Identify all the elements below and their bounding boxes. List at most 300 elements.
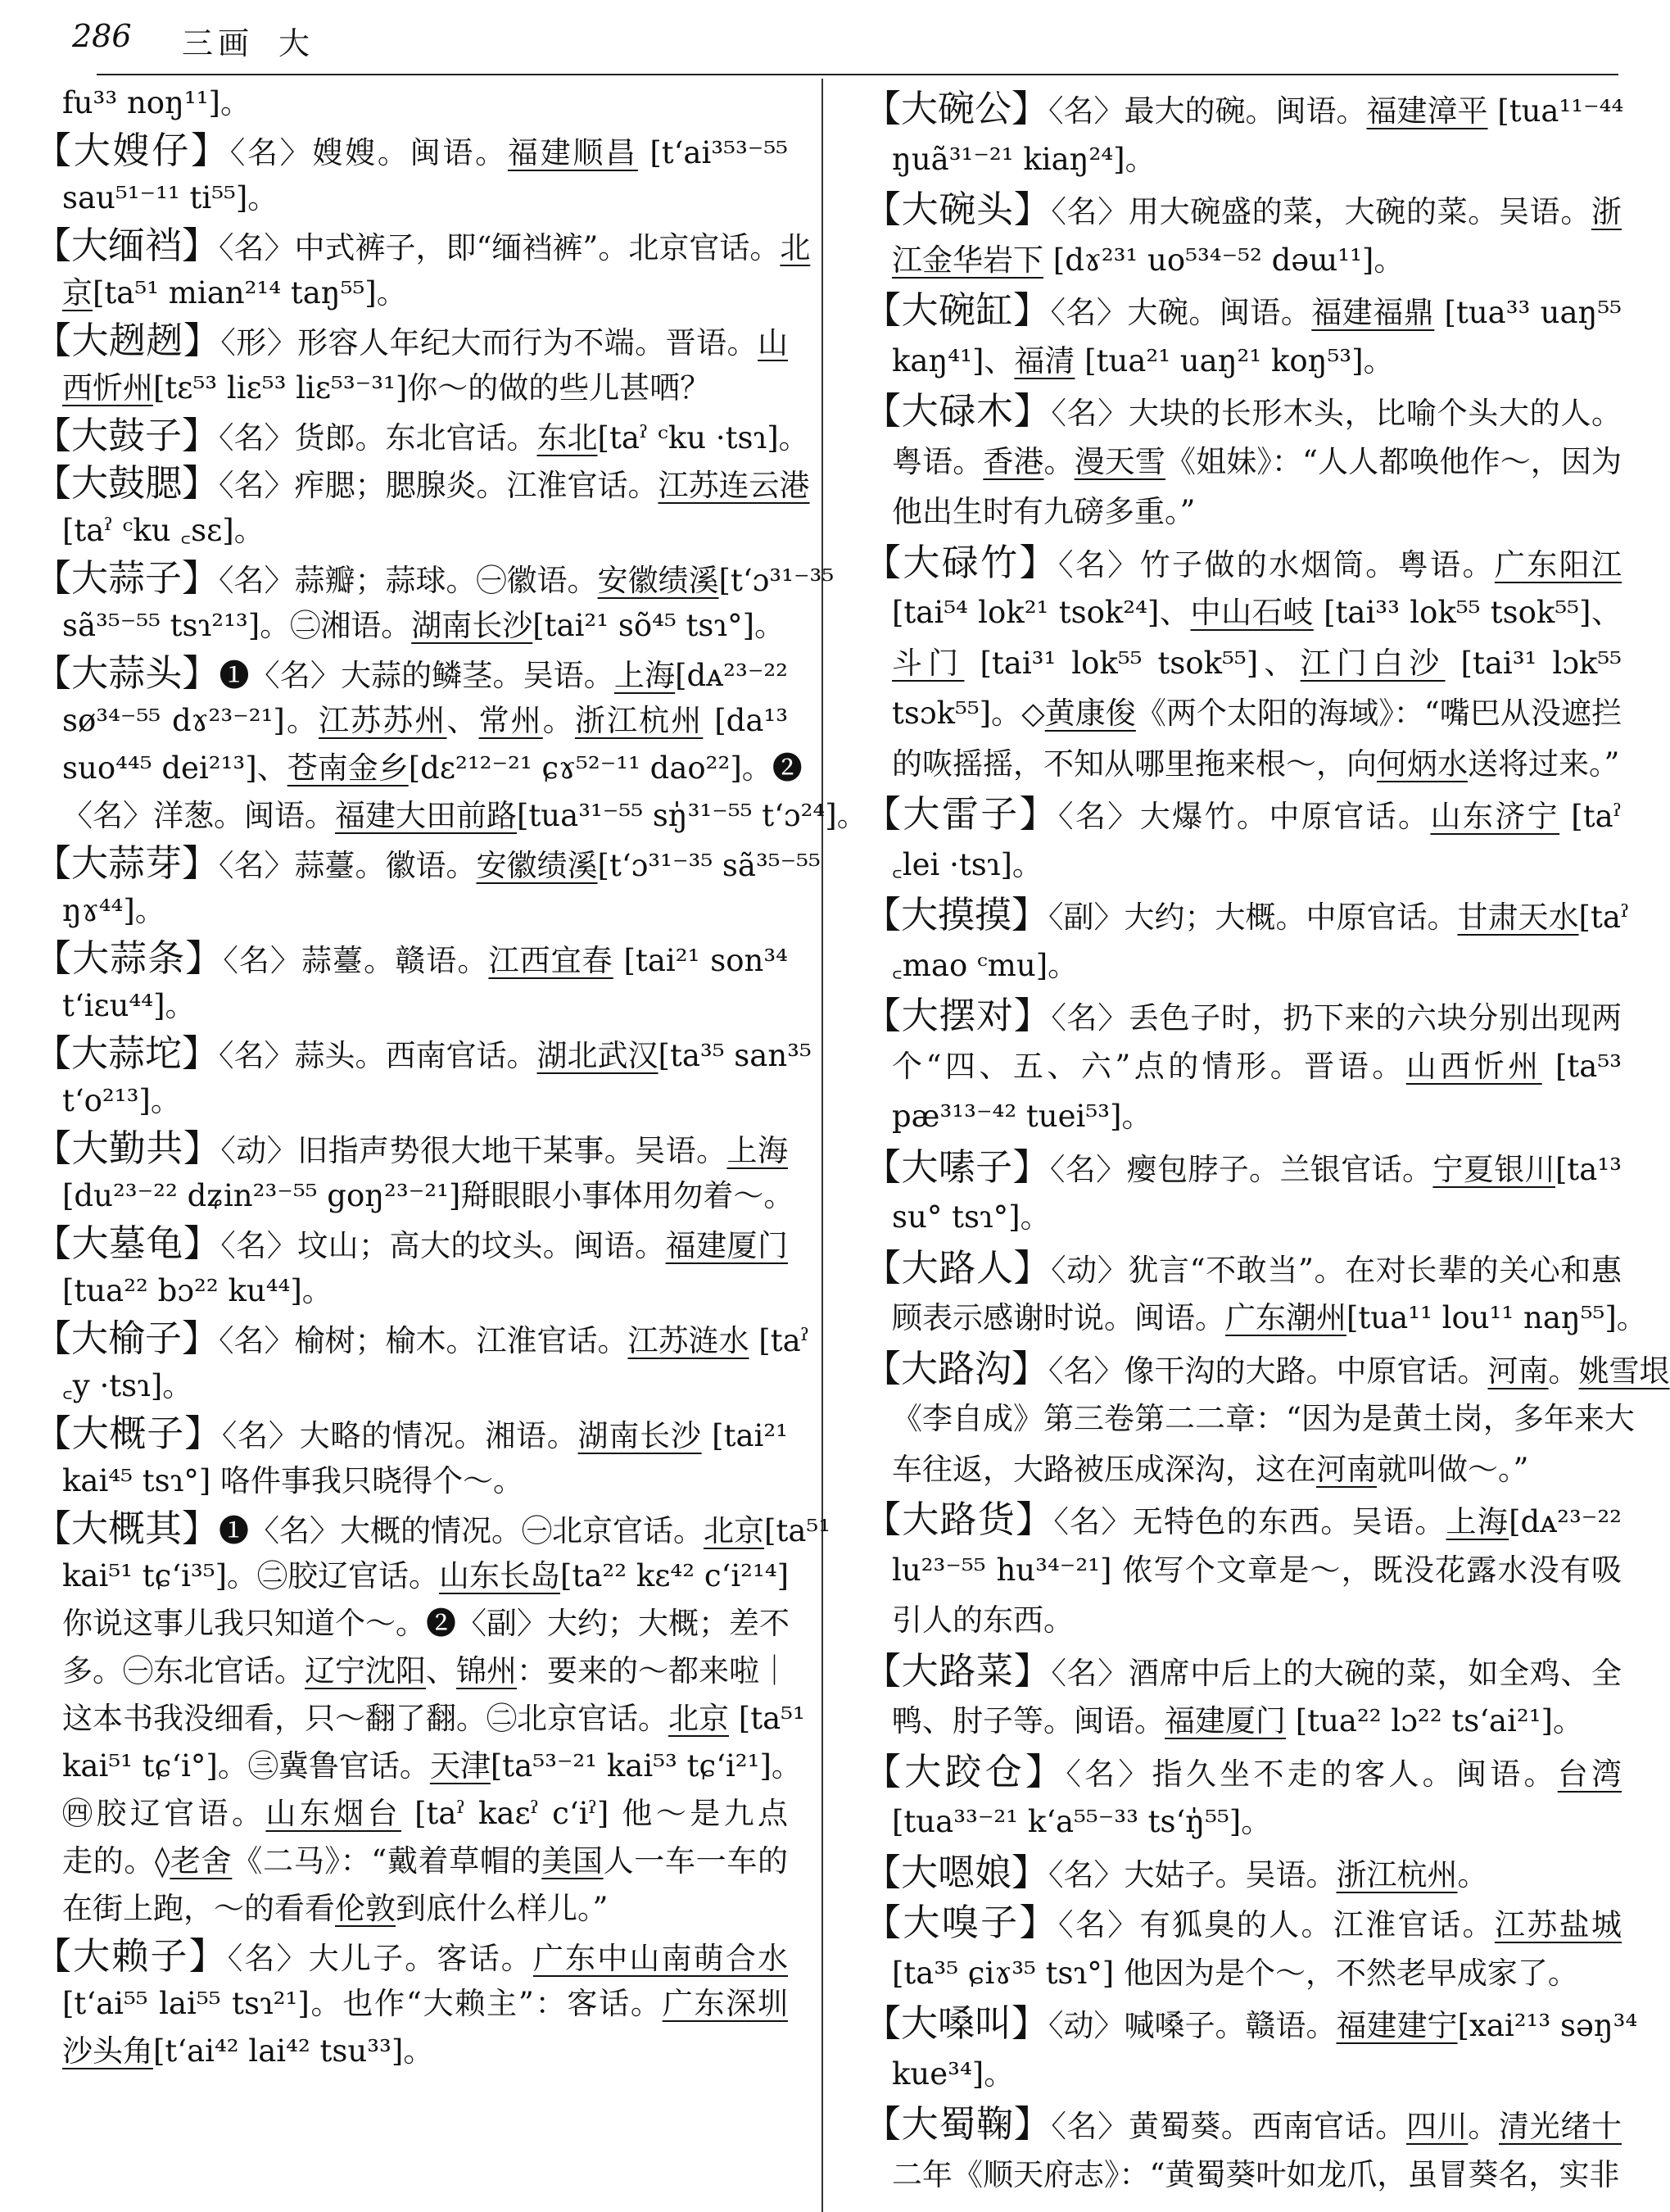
entry-line (864, 1847, 1622, 1898)
place-name-underlined: 漫天雪 (1074, 443, 1165, 479)
dictionary-entry (34, 840, 821, 935)
definition-text: 〈动〉喊嗓子。赣语。 (1048, 2008, 1337, 2043)
place-name-underlined: 锦州 (456, 1653, 517, 1688)
headword: 【大墓龟】 (34, 1222, 221, 1265)
definition-text: fu³³ noŋ¹¹]。 (62, 85, 251, 120)
definition-text: [tai²¹ (701, 1418, 789, 1453)
entry-line (34, 1267, 788, 1315)
headword: 【大雷子】 (864, 792, 1059, 836)
definition-text: kai⁵¹ tɕ‘i³⁵]。㊁胶辽官话。 (62, 1558, 440, 1593)
place-name-underlined: 广东潮州 (1225, 1300, 1346, 1335)
entry-line (864, 1142, 1622, 1193)
definition-text: 〈名〉竹子做的水烟筒。粤语。 (1057, 546, 1495, 582)
definition-text: 〈名〉大碗。闽语。 (1050, 295, 1312, 330)
definition-text: [taˀ (749, 1323, 810, 1358)
place-name-underlined: 中山石岐 (1190, 595, 1314, 630)
place-name-underlined: 江西宜春 (488, 943, 613, 978)
definition-text: 〈副〉大约；大概。中原官话。 (1048, 900, 1458, 935)
definition-text: 到底什么样儿。” (396, 1891, 609, 1926)
definition-text: [dᴀ²³⁻²² (1509, 1504, 1622, 1539)
definition-text: [ta³⁵ ɕiɤ³⁵ tsɿ°] 他因为是个～，不然老早成家了。 (892, 1955, 1578, 1991)
definition-text: 粤语。 (892, 443, 984, 479)
headword: 【大路沟】 (864, 1346, 1049, 1390)
entry-line (34, 1457, 788, 1505)
entry-line (864, 990, 1622, 1041)
entry-line (34, 555, 835, 602)
headword: 【大缅裆】 (34, 224, 219, 267)
place-name-underlined: 广东阳江 (1494, 546, 1622, 582)
place-name-underlined: 江门白沙 (1300, 645, 1446, 681)
place-name-underlined: 福建建宁 (1336, 2008, 1458, 2043)
header-rule (97, 74, 1618, 75)
entry-line (34, 1885, 788, 1933)
entry-line (864, 1344, 1670, 1394)
definition-text: 他出生时有九磅多重。” (892, 494, 1196, 529)
definition-text: 〈名〉最大的碗。闽语。 (1048, 93, 1367, 129)
dictionary-entry (34, 460, 810, 555)
definition-text: ŋuã³¹⁻²¹ kiaŋ²⁴]。 (892, 141, 1156, 177)
entry-line (34, 222, 811, 270)
headword: 【大勤共】 (34, 1126, 221, 1170)
definition-text: [tua³¹⁻⁵⁵ sŋ̍³¹⁻⁵⁵ t‘ɔ²⁴]。 (517, 798, 867, 833)
definition-text: 车往返，大路被压成深沟，这在 (892, 1451, 1316, 1487)
entry-line (864, 235, 1622, 286)
entry-line (34, 982, 788, 1030)
definition-text: suo⁴⁴⁵ dei²¹³]、 (62, 750, 287, 786)
definition-text: [t‘ai⁵⁵ lai⁵⁵ tsɿ²¹]。也作“大赖主”：客话。 (62, 1986, 663, 2021)
headword: 【大蒜条】 (34, 936, 224, 980)
entry-line (864, 1897, 1622, 1948)
place-name-underlined: 北京 (668, 1701, 729, 1736)
definition-text: [ta⁵³⁻²¹ kai⁵³ tɕ‘i²¹]。 (490, 1748, 802, 1784)
definition-text: 〈形〉形容人年纪大而行为不端。晋语。 (220, 325, 758, 360)
headword: 【大碌竹】 (864, 540, 1058, 584)
entry-line (34, 507, 788, 555)
entry-line (34, 1743, 802, 1790)
definition-text: kue³⁴]。 (892, 2056, 1015, 2092)
entry-line (864, 587, 1622, 638)
entry-line (864, 1747, 1622, 1797)
place-name-underlined: 福建厦门 (665, 1228, 788, 1263)
place-name-underlined: 姚雪垠 (1578, 1353, 1670, 1389)
place-name-underlined: 美国 (541, 1843, 604, 1879)
definition-text: [ta⁵¹ (729, 1701, 805, 1736)
entry-line (864, 638, 1622, 689)
headword: 【大概其】 (34, 1507, 219, 1550)
definition-text: 你说这事儿我只知道个～。❷〈副〉大约；大概；差不 (62, 1606, 790, 1641)
entry-line (34, 602, 788, 650)
entry-line (34, 887, 788, 935)
entry-line (34, 1315, 810, 1362)
place-name-underlined: 安徽绩溪 (476, 848, 598, 883)
entry-line (864, 134, 1622, 185)
definition-text: kai⁴⁵ tsɿ°] 咯件事我只晓得个～。 (62, 1463, 524, 1498)
dictionary-entry (34, 1505, 831, 1933)
definition-text: 在街上跑，～的看看 (62, 1891, 335, 1926)
place-name-underlined: 上海 (726, 1133, 788, 1168)
definition-text: [ta²² kɛ⁴² c‘i²¹⁴] (560, 1558, 790, 1593)
definition-text: 《二马》：“戴着草帽的 (232, 1843, 542, 1879)
entry-line (864, 1595, 1622, 1646)
definition-text: 〈名〉蒜瓣；蒜球。㊀徽语。 (219, 563, 598, 598)
dictionary-entry (864, 84, 1622, 184)
place-name-underlined: 甘肃天水 (1457, 900, 1579, 935)
definition-text: [tai⁵⁴ lok²¹ tsok²⁴]、 (892, 595, 1191, 630)
place-name-underlined: 上海 (613, 658, 676, 693)
entry-line (34, 745, 803, 792)
headword: 【大摸摸】 (864, 893, 1049, 936)
definition-text: 〈动〉旧指声势很大地干某事。吴语。 (220, 1133, 727, 1168)
entry-line (34, 270, 788, 317)
dictionary-entry (34, 222, 811, 317)
headword: 【大路人】 (864, 1245, 1052, 1290)
definition-text: [taˀ ᶜku ꜀sɛ]。 (62, 513, 265, 548)
headword: 【大赖子】 (34, 1934, 228, 1978)
dictionary-entry (864, 990, 1622, 1142)
definition-text: ꜀lei ·tsɿ]。 (892, 846, 1043, 882)
entry-line (34, 1552, 788, 1600)
place-name-underlined: 福建漳平 (1366, 93, 1488, 129)
definition-text: [taˀ ᶜku ·tsɿ]。 (597, 420, 809, 456)
place-name-underlined: 湖南长沙 (577, 1418, 702, 1453)
definition-text: [taˀ (1578, 900, 1630, 935)
entry-line (34, 792, 867, 840)
definition-text: 〈名〉大儿子。客话。 (227, 1941, 533, 1976)
definition-text: 《李自成》第三卷第二二章：“因为是黄土岗，多年来大 (892, 1401, 1635, 1436)
dictionary-entry (864, 537, 1622, 790)
entry-line (34, 412, 809, 460)
definition-text: [tai²¹ sõ⁴⁵ tsɿ°]。 (532, 608, 785, 643)
entry-line (864, 184, 1622, 235)
entry-line (864, 437, 1622, 487)
dictionary-entry (34, 1030, 812, 1125)
column-divider (821, 79, 823, 2212)
entry-line (34, 1362, 788, 1410)
entry-line (864, 1444, 1622, 1495)
place-name-underlined: 清光绪十 (1499, 2109, 1622, 2144)
place-name-underlined: 东北 (536, 420, 598, 456)
dictionary-entry (864, 1847, 1622, 1898)
dictionary-entry (864, 1243, 1647, 1344)
place-name-underlined: 何炳水 (1377, 746, 1468, 782)
definition-text: ：要来的～都来啦｜ (517, 1653, 790, 1688)
entry-line (864, 386, 1622, 437)
definition-text: 〈名〉大略的情况。湘语。 (221, 1418, 578, 1453)
definition-text: 走的。◊ (62, 1843, 170, 1879)
definition-text: [taˀ (1559, 799, 1622, 834)
entry-line (34, 650, 788, 697)
definition-text: [t‘ai⁴² lai⁴² tsu³³]。 (153, 2033, 434, 2069)
entry-line (34, 840, 821, 887)
definition-text: t‘o²¹³]。 (62, 1083, 181, 1118)
headword: 【大路货】 (864, 1498, 1054, 1541)
place-name-underlined: 湖北武汉 (536, 1038, 658, 1073)
entry-line (34, 935, 788, 982)
entry-line (864, 840, 1622, 891)
entry-line (34, 1790, 788, 1838)
definition-text: ㊃胶辽官语。 (62, 1796, 266, 1831)
place-name-underlined: 沙头角 (62, 2033, 153, 2069)
definition-text: 《两个太阳的海域》：“嘴巴从没遮拦 (1135, 696, 1622, 731)
place-name-underlined: 山东济宁 (1430, 799, 1560, 834)
entry-line (864, 890, 1630, 941)
entry-line (34, 1933, 788, 1980)
definition-text: lu²³⁻⁵⁵ hu³⁴⁻²¹] 侬写个文章是～，既没花露水没有吸 (892, 1552, 1622, 1588)
headword: 【大蒜头】 (34, 651, 219, 695)
definition-text: 〈名〉蒜薹。徽语。 (219, 848, 477, 883)
dictionary-entry (34, 555, 835, 650)
headword: 【大嫂仔】 (34, 129, 230, 172)
entry-line (864, 487, 1622, 537)
definition-text: 〈名〉像干沟的大路。中原官话。 (1048, 1353, 1488, 1389)
place-name-underlined: 福清 (1014, 342, 1075, 378)
place-name-underlined: 山东长岛 (439, 1558, 561, 1593)
place-name-underlined: 安徽绩溪 (597, 563, 719, 598)
place-name-underlined: 北京 (704, 1513, 765, 1548)
headword: 【大鼓腮】 (34, 461, 219, 505)
headword: 【大趔趔】 (34, 319, 221, 362)
definition-text: [da¹³ (703, 703, 789, 738)
entry-line (34, 79, 788, 127)
right-column (864, 84, 1670, 2200)
definition-text: [ta¹³ (1555, 1151, 1622, 1187)
entry-line (864, 1646, 1622, 1697)
definition-text: su° tsɿ°]。 (892, 1199, 1051, 1235)
definition-text: [tua³³ uaŋ⁵⁵ (1434, 295, 1622, 330)
dictionary-entry (864, 1142, 1622, 1243)
dictionary-entry (34, 1125, 794, 1220)
entry-line (34, 127, 788, 175)
place-name-underlined: 山西忻州 (1405, 1048, 1542, 1084)
entry-line (864, 1041, 1622, 1092)
place-name-underlined: 福建大田前路 (335, 798, 517, 833)
headword: 【大蒜芽】 (34, 841, 219, 885)
place-name-underlined: 常州 (478, 703, 543, 738)
place-name-underlined: 广东深圳 (662, 1986, 789, 2021)
dictionary-entry (864, 789, 1622, 890)
place-name-underlined: 广东中山南萌合水 (532, 1941, 788, 1976)
place-name-underlined: 四川 (1405, 2109, 1469, 2144)
definition-text: 。 (1468, 2109, 1499, 2144)
entry-line (34, 1410, 788, 1457)
entry-line (34, 1600, 788, 1648)
headword: 【大嗓叫】 (864, 2001, 1049, 2045)
entry-line (34, 1505, 831, 1552)
headword: 【大碌木】 (864, 389, 1052, 433)
dictionary-entry (34, 127, 788, 222)
place-name-underlined: 浙 (1591, 194, 1622, 229)
definition-text: 〈名〉无特色的东西。吴语。 (1053, 1504, 1446, 1539)
place-name-underlined: 福建福鼎 (1311, 295, 1435, 330)
definition-text: 就叫做～。” (1377, 1451, 1529, 1487)
definition-text: sau⁵¹⁻¹¹ ti⁵⁵]。 (62, 180, 278, 215)
definition-text: [tua²² lɔ²² ts‘ai²¹]。 (1286, 1703, 1583, 1738)
entry-line (34, 1838, 788, 1885)
dictionary-entry (864, 1998, 1638, 2099)
dictionary-entry (864, 184, 1622, 285)
definition-text: 。 (542, 703, 575, 738)
definition-text: 〈动〉犹言“不敢当”。在对长辈的关心和惠 (1051, 1252, 1622, 1288)
definition-text: [ta³⁵ san³⁵ (658, 1038, 812, 1073)
definition-text: 鸭、肘子等。闽语。 (892, 1703, 1165, 1738)
dictionary-entry (864, 1747, 1622, 1847)
headword: 【大嗅子】 (864, 1901, 1058, 1944)
entry-line (864, 2049, 1622, 2100)
place-name-underlined: 江苏连云港 (658, 468, 810, 503)
headword: 【大蜀鞠】 (864, 2102, 1052, 2146)
headword: 【大蒜坨】 (34, 1031, 219, 1075)
entry-line (864, 537, 1622, 588)
dictionary-entry (34, 412, 809, 460)
definition-text: 〈名〉黄蜀葵。西南官话。 (1051, 2109, 1406, 2144)
place-name-underlined: 老舍 (170, 1843, 233, 1879)
place-name-underlined: 辽宁沈阳 (305, 1653, 426, 1688)
definition-text: 〈名〉大爆竹。中原官话。 (1058, 799, 1431, 834)
dictionary-entry (34, 1410, 788, 1505)
headword: 【大碗头】 (864, 188, 1052, 231)
entry-line (864, 688, 1622, 739)
entry-line (34, 1980, 788, 2028)
headword: 【大嗉子】 (864, 1145, 1050, 1189)
headword: 【大路菜】 (864, 1648, 1052, 1693)
definition-text: 。 (1043, 443, 1075, 479)
definition-text: 〈名〉洋葱。闽语。 (62, 798, 335, 833)
place-name-underlined: 山 (758, 325, 788, 360)
dictionary-entry (34, 935, 788, 1030)
definition-text: [t‘ai³⁵³⁻⁵⁵ (637, 135, 788, 170)
definition-text: [ta⁵¹ (764, 1513, 831, 1548)
headword: 【大摆对】 (864, 994, 1052, 1037)
place-name-underlined: 西忻州 (62, 370, 153, 406)
entry-line (34, 1030, 812, 1077)
place-name-underlined: 山东烟台 (265, 1796, 401, 1831)
definition-text: 顾表示感谢时说。闽语。 (892, 1300, 1225, 1335)
entry-line (34, 460, 810, 507)
definition-text: [tai²¹ son³⁴ (613, 943, 788, 978)
definition-text: 〈名〉蒜头。西南官话。 (219, 1038, 537, 1073)
definition-text: [du²³⁻²² dʑin²³⁻⁵⁵ goŋ²³⁻²¹]搿眼眼小事体用勿着～。 (62, 1178, 794, 1213)
definition-text: [t‘ɔ³¹⁻³⁵ sã³⁵⁻⁵⁵ (597, 848, 821, 883)
definition-text: [tua²² bɔ²² ku⁴⁴]。 (62, 1273, 333, 1308)
entry-line (34, 317, 788, 365)
entry-line (34, 175, 788, 222)
definition-text: [ta⁵³ (1541, 1048, 1622, 1084)
definition-text: [tai³³ lok⁵⁵ tsok⁵⁵]、 (1313, 595, 1622, 630)
headword: 【大概子】 (34, 1412, 222, 1455)
definition-text: t‘iɛu⁴⁴]。 (62, 988, 196, 1023)
place-name-underlined: 北 (780, 230, 811, 265)
entry-line (864, 1091, 1622, 1142)
entry-line (864, 1998, 1638, 2049)
definition-text: [t‘ɔ³¹⁻³⁵ (718, 563, 835, 598)
left-column (34, 79, 867, 2075)
place-name-underlined: 伦敦 (335, 1891, 396, 1926)
definition-text: 〈名〉有狐臭的人。江淮官话。 (1057, 1907, 1495, 1942)
dictionary-entry (864, 890, 1630, 990)
dictionary-entry (34, 1315, 810, 1410)
entry-line (34, 697, 788, 745)
definition-text: [tai³¹ lɔk⁵⁵ (1445, 645, 1622, 681)
dictionary-entry (864, 2099, 1622, 2200)
headword: 【大跤仓】 (864, 1749, 1066, 1793)
place-name-underlined: 宁夏银川 (1432, 1151, 1555, 1187)
dictionary-entry (864, 1897, 1622, 1998)
definition-text: [dᴀ²³⁻²² (675, 658, 789, 693)
dictionary-entry (864, 285, 1622, 386)
definition-text: 〈名〉嫂嫂。闽语。 (229, 135, 508, 170)
definition-text: [tua³³⁻²¹ k‘a⁵⁵⁻³³ ts‘ŋ̍⁵⁵]。 (892, 1804, 1272, 1839)
place-name-underlined: 江金华岩下 (892, 242, 1043, 278)
definition-text: 〈名〉蒜薹。赣语。 (223, 943, 489, 978)
definition-text: 这本书我没细看，只～翻了翻。㊁北京官话。 (62, 1701, 668, 1736)
definition-text: 的咴摇摇，不知从哪里拖来根～，向 (892, 746, 1377, 782)
dictionary-entry (864, 386, 1622, 537)
headword: 【大榆子】 (34, 1317, 219, 1360)
definition-text: pæ³¹³⁻⁴² tuei⁵³]。 (892, 1099, 1152, 1134)
dictionary-entry (34, 650, 867, 840)
headword: 【大鼓子】 (34, 414, 219, 457)
place-name-underlined: 上海 (1446, 1504, 1509, 1539)
definition-text: tsɔk⁵⁵]。◇ (892, 696, 1045, 731)
place-name-underlined: 斗门 (892, 645, 965, 681)
entry-line (864, 739, 1622, 790)
radical-label: 大 (278, 25, 310, 61)
definition-text: 。 (1548, 1353, 1579, 1389)
entry-line (864, 1192, 1622, 1243)
page-number: 286 (72, 18, 132, 54)
dictionary-entry (34, 79, 788, 127)
definition-text: [xai²¹³ səŋ³⁴ (1457, 2008, 1638, 2043)
place-name-underlined: 台湾 (1557, 1756, 1622, 1792)
dictionary-entry (34, 1933, 788, 2075)
definition-text: 多。㊀东北官话。 (62, 1653, 305, 1688)
definition-text: 〈名〉大块的长形木头，比喻个头大的人。 (1051, 396, 1622, 431)
definition-text: 〈名〉瘿包脖子。兰银官话。 (1049, 1151, 1433, 1187)
entry-line (864, 2150, 1622, 2201)
definition-text: [dɤ²³¹ uo⁵³⁴⁻⁵² dəɯ¹¹]。 (1043, 242, 1405, 278)
place-name-underlined: 福建顺昌 (507, 135, 638, 170)
definition-text: ❶〈名〉大概的情况。㊀北京官话。 (219, 1513, 704, 1548)
definition-text: [tua¹¹⁻⁴⁴ (1487, 93, 1624, 129)
definition-text: [taˀ kaɛˀ c‘iˀ] 他～是九点 (401, 1796, 789, 1831)
definition-text: sø³⁴⁻⁵⁵ dɤ²³⁻²¹]。 (62, 703, 319, 738)
dictionary-entry (34, 317, 788, 412)
place-name-underlined: 河南 (1316, 1451, 1377, 1487)
definition-text: 引人的东西。 (892, 1602, 1074, 1638)
definition-text: 。 (1457, 1856, 1488, 1892)
definition-text: 、 (446, 703, 479, 738)
place-name-underlined: 湖南长沙 (411, 608, 533, 643)
definition-text: 《姐妹》：“人人都唤他作～，因为 (1165, 443, 1622, 479)
place-name-underlined: 浙江杭州 (574, 703, 704, 738)
definition-text: 〈名〉酒席中后上的大碗的菜，如全鸡、全 (1051, 1655, 1622, 1691)
entry-line (864, 1293, 1647, 1344)
section-label: 三画 (182, 25, 255, 61)
definition-text: 〈名〉大姑子。吴语。 (1048, 1856, 1337, 1892)
place-name-underlined: 京 (62, 275, 93, 310)
entry-line (34, 1648, 788, 1695)
place-name-underlined: 江苏盐城 (1494, 1907, 1622, 1942)
definition-text: [tai³¹ lok⁵⁵ tsok⁵⁵]、 (964, 645, 1301, 681)
entry-line (864, 1696, 1622, 1747)
entry-line (864, 941, 1622, 991)
definition-text: 、 (426, 1653, 456, 1688)
definition-text: kai⁵¹ tɕ‘i°]。㊂冀鲁官话。 (62, 1748, 430, 1784)
entry-line (34, 1077, 788, 1125)
place-name-underlined: 江苏涟水 (627, 1323, 749, 1358)
entry-line (864, 1394, 1635, 1444)
entry-line (34, 365, 788, 412)
